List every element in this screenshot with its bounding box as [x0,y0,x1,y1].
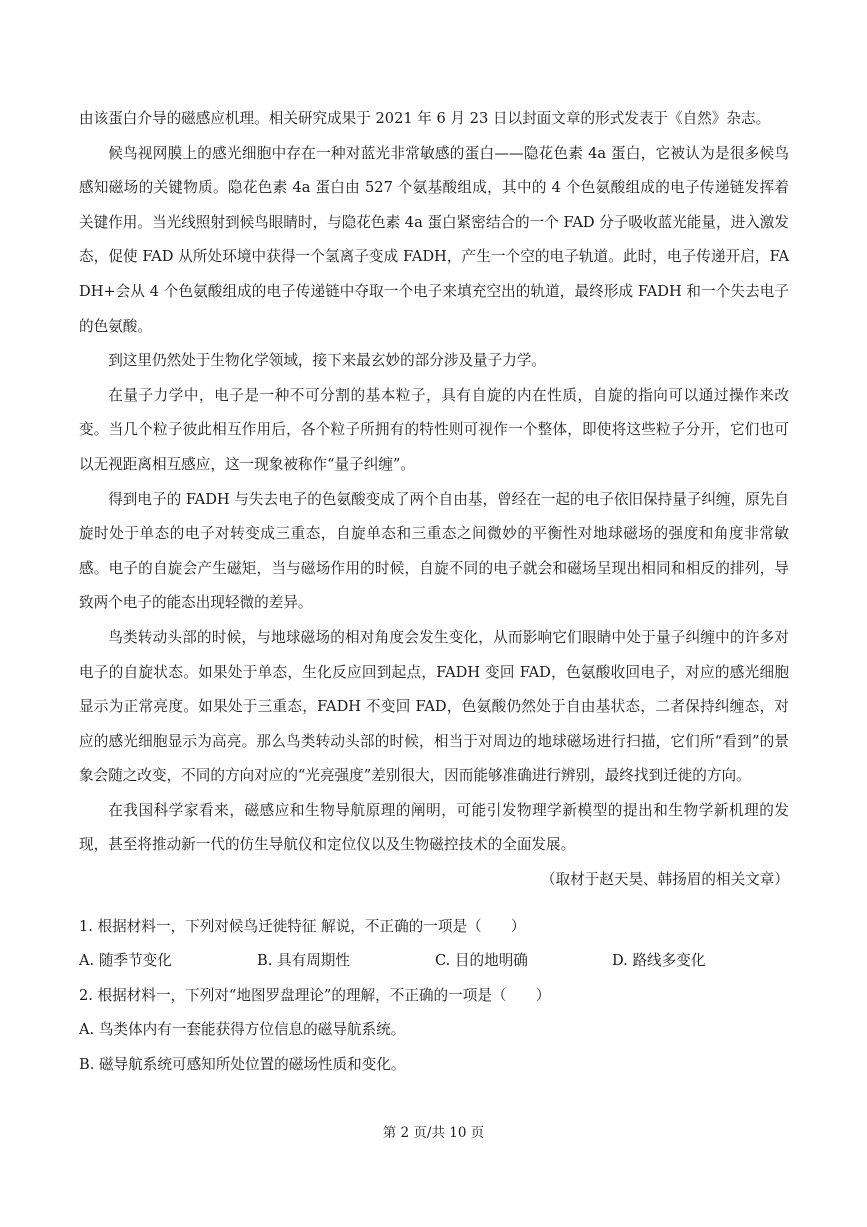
paragraph-continuation: 由该蛋白介导的磁感应机理。相关研究成果于 2021 年 6 月 23 日以封面文章的形式发表于《自然》杂志。 [79,110,771,127]
question-1-option-d: D. 路线多变化 [612,952,706,970]
paragraph-significance: 在我国科学家看来，磁感应和生物导航原理的阐明，可能引发物理学新模型的提出和生物学新机理的发现，甚至将推动新一代的仿生导航仪和定位仪以及生物磁控技术的全面发展。 [79,801,789,854]
paragraph-cryptochrome: 候鸟视网膜上的感光细胞中存在一种对蓝光非常敏感的蛋白——隐花色素 4a 蛋白，它被认为是很多候鸟感知磁场的关键物质。隐花色素 4a 蛋白由 527 个氨基酸组成，其中的 4 个色氨酸组成的电子传递链发挥着关键作用。当光线照射到候鸟眼睛时，与隐花色素 4a 蛋白紧密结合的一个 FAD 分子吸收蓝光能量，进入激发态，促使 FAD 从所处环境中获得一个氢离子变成 FADH，产生一个空的电子轨道。此时，电子传递开启，FADH+会从 4 个色氨酸组成的电子传递链中夺取一个电子来填充空出的轨道，最终形成 FADH 和一个失去电子的色氨酸。 [79,144,789,335]
question-1-options [79,944,789,979]
paragraph-head-turning: 鸟类转动头部的时候，与地球磁场的相对角度会发生变化，从而影响它们眼睛中处于量子纠缠中的许多对电子的自旋状态。如果处于单态，生化反应回到起点，FADH 变回 FAD，色氨酸收回电子，对应的感光细胞显示为正常亮度。如果处于三重态，FADH 不变回 FAD，色氨酸仍然处于自由基状态，二者保持纠缠态，对应的感光细胞显示为高亮。那么鸟类转动头部的时候，相当于对周边的地球磁场进行扫描，它们所“看到”的景象会随之改变，不同的方向对应的“光亮强度”差别很大，因而能够准确进行辨别，最终找到迁徙的方向。 [79,628,789,785]
question-2-option-b: B. 磁导航系统可感知所处位置的磁场性质和变化。 [79,1056,406,1074]
question-1-option-a: A. 随季节变化 [79,952,172,970]
question-2-option-a: A. 鸟类体内有一套能获得方位信息的磁导航系统。 [79,1021,406,1039]
question-2-stem: 2. 根据材料一，下列对“地图罗盘理论”的理解，不正确的一项是（ ） [79,986,551,1004]
paragraph-radical-pair: 得到电子的 FADH 与失去电子的色氨酸变成了两个自由基，曾经在一起的电子依旧保持量子纠缠，原先自旋时处于单态的电子对转变成三重态，自旋单态和三重态之间微妙的平衡性对地球磁场的强度和角度非常敏感。电子的自旋会产生磁矩，当与磁场作用的时候，自旋不同的电子就会和磁场呈现出相同和相反的排列，导致两个电子的能态出现轻微的差异。 [79,490,789,612]
question-1-stem: 1. 根据材料一，下列对候鸟迁徙特征 解说，不正确的一项是（ ） [79,917,526,935]
page-footer: 第 2 页/共 10 页 [382,1125,485,1141]
source-attribution: （取材于赵天昊、韩扬眉的相关文章） [540,871,789,889]
paragraph-quantum-entanglement: 在量子力学中，电子是一种不可分割的基本粒子，具有自旋的内在性质，自旋的指向可以通过操作来改变。当几个粒子彼此相互作用后，各个粒子所拥有的特性则可视作一个整体，即使将这些粒子分开，它们也可以无视距离相互感应，这一现象被称作“量子纠缠”。 [79,386,789,473]
document-body [79,102,789,1083]
question-1-option-c: C. 目的地明确 [435,952,528,970]
question-1-option-b: B. 具有周期性 [257,952,350,970]
paragraph-transition: 到这里仍然处于生物化学领域，接下来最玄妙的部分涉及量子力学。 [108,352,547,370]
